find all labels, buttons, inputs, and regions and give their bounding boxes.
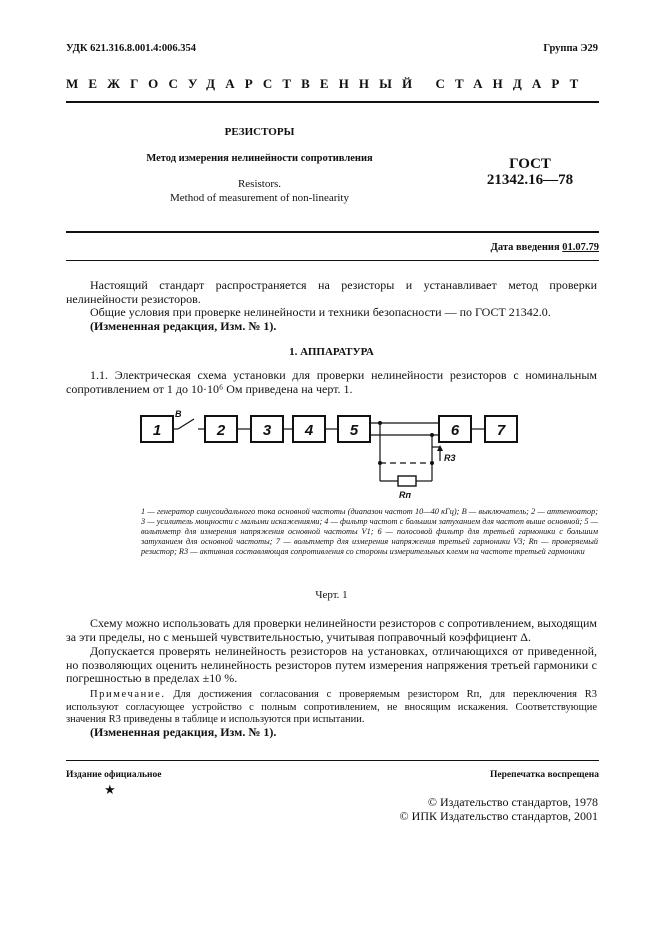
paragraph-scope: Настоящий стандарт распространяется на резисторы и устанавливает метод проверки нелинейности резисторов. [66, 278, 597, 306]
paragraph-1-1: 1.1. Электрическая схема установки для проверки нелинейности резисторов с номинальным сопротивлением от 1 до 10·10⁶ Ом приведена на черт. 1. [66, 368, 597, 396]
figure-caption: 1 — генератор синусоидального тока основной частоты (диапазон частот 10—40 кГц); В — выключатель; 2 — аттенюатор; 3 — усилитель мощности с малыми искажениями; 4 — фильтр частот с большим затуханием для частот выше основной; 5 — вольтметр для измерения напряжения основной частоты V1; 6 — полосовой фильтр для третьей гармоники с большим затуханием для основной частоты; 7 — вольтметр для измерения напряжения третьей гармоники V3; Rп — проверяемый резистор; R3 — активная составляющая сопротивления со стороны измерительных клемм на частоте третьей гармоники [141, 507, 598, 557]
note-text: Для достижения согласования с проверяемым резистором Rп, для переключения R3 используют согласующее устройство с полным сопротивлением, не вносящим искажения. Соответствующие значения R3 приведены в таблице и используются при испытании. [66, 689, 597, 726]
block-4-label: 4 [304, 422, 314, 439]
group-code: Группа Э29 [543, 43, 598, 54]
figure-label: Черт. 1 [315, 589, 348, 601]
english-subtitle: Method of measurement of non-linearity [169, 192, 349, 204]
block-7-label: 7 [496, 422, 506, 439]
r3-label: R3 [444, 453, 456, 463]
gost-number: 21342.16—78 [486, 172, 574, 188]
document-subtitle: Метод измерения нелинейности сопротивления [146, 153, 373, 164]
note-label: Примечание. [90, 689, 166, 700]
resistor-rn [398, 476, 416, 486]
footer-rule [66, 760, 599, 761]
paragraph-general-conditions: Общие условия при проверке нелинейности и техники безопасности — по ГОСТ 21342.0. [90, 305, 551, 319]
document-title: РЕЗИСТОРЫ [224, 126, 295, 138]
block-3-label: 3 [262, 422, 272, 439]
reprint-prohibited: Перепечатка воспрещена [489, 770, 599, 780]
top-rule [66, 101, 599, 103]
interstate-standard-banner: МЕЖГОСУДАРСТВЕННЫЙ СТАНДАРТ [66, 76, 589, 91]
udk-code: УДК 621.316.8.001.4:006.354 [66, 43, 196, 54]
circuit-diagram [140, 405, 520, 503]
official-edition: Издание официальное [66, 770, 162, 780]
english-title: Resistors. [237, 178, 282, 190]
introduction-date-label: Дата введения [490, 242, 563, 253]
section-heading: 1. АППАРАТУРА [289, 346, 374, 358]
block-1-label: 1 [152, 422, 162, 439]
introduction-date-value: 01.07.79 [562, 242, 599, 253]
note [66, 689, 597, 727]
switch-b [178, 419, 194, 429]
switch-label: В [175, 409, 182, 419]
gost-label: ГОСТ [509, 156, 551, 172]
introduction-date [491, 242, 599, 253]
amendment-note-2: (Измененная редакция, Изм. № 1). [90, 725, 277, 739]
rn-label: Rп [399, 490, 411, 500]
block-5-label: 5 [349, 422, 359, 439]
paragraph-extended-range: Схему можно использовать для проверки нелинейности резисторов с сопротивлением, выходящим за эти пределы, но с меньшей чувствительностью, учитывая поправочный коэффициент Δ. [66, 616, 597, 644]
title-rule [66, 231, 599, 233]
block-2-label: 2 [216, 422, 226, 439]
block-6-label: 6 [450, 422, 460, 439]
star-icon: ★ [104, 782, 116, 797]
paragraph-alternative-setups: Допускается проверять нелинейность резисторов на установках, отличающихся от приведенной, но позволяющих оценить нелинейность резисторов путем измерения напряжения третьей гармоники с погрешностью в пределах ±10 %. [66, 644, 597, 686]
copyright-1978: © Издательство стандартов, 1978 [427, 795, 598, 809]
copyright-2001: © ИПК Издательство стандартов, 2001 [399, 809, 598, 823]
date-rule [66, 260, 599, 261]
amendment-note-1: (Измененная редакция, Изм. № 1). [90, 319, 277, 333]
